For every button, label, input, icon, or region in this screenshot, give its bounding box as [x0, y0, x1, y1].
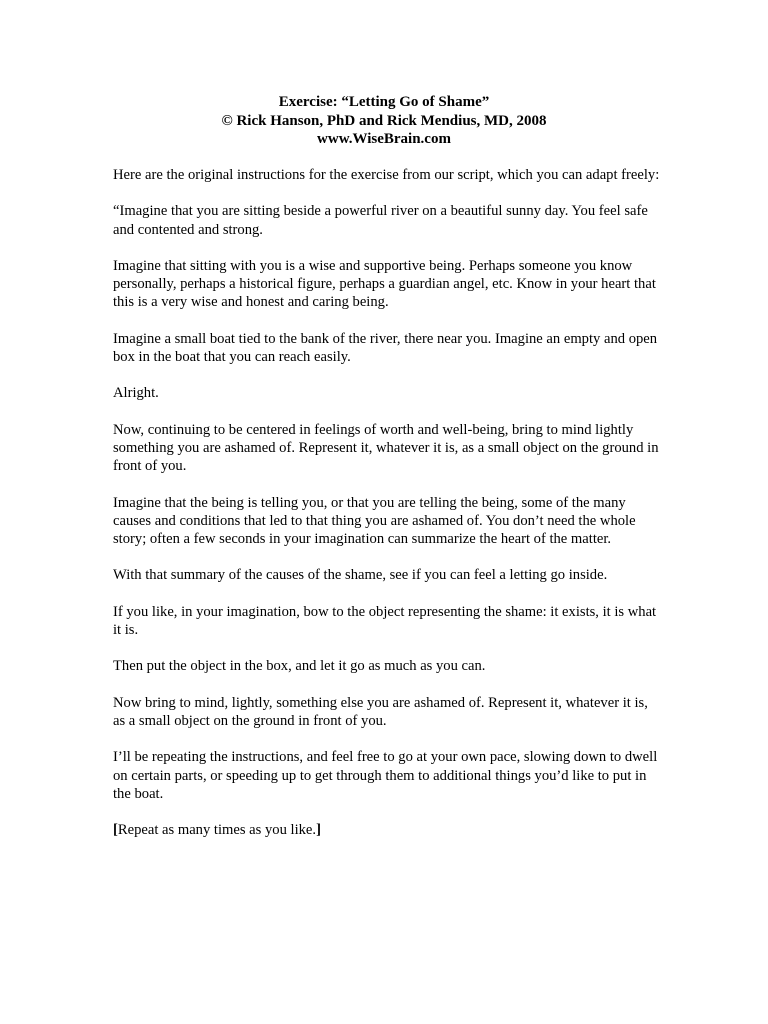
paragraph-river: “Imagine that you are sitting beside a powerful river on a beautiful sunny day. You feel safe and contented and strong. [113, 203, 648, 238]
paragraph-intro: Here are the original instructions for the exercise from our script, which you can adapt freely: [113, 167, 660, 183]
document-header [0, 93, 768, 149]
paragraph-alright: Alright. [113, 385, 159, 402]
paragraph-letting-go: With that summary of the causes of the shame, see if you can feel a letting go inside. [113, 567, 608, 584]
document-body [113, 166, 661, 858]
paragraph-closing [113, 821, 661, 839]
copyright-line: © Rick Hanson, PhD and Rick Mendius, MD, 2008 [221, 112, 547, 129]
paragraph-repeating: I’ll be repeating the instructions, and feel free to go at your own pace, slowing down to dwell on certain parts, or speeding up to get through them to additional things you’d like to put in the boat. [113, 749, 658, 802]
paragraph-bring-to-mind: Now, continuing to be centered in feelings of worth and well-being, bring to mind lightly something you are ashamed of. Represent it, whatever it is, as a small object on the ground in front of you. [113, 421, 659, 475]
exercise-title: Exercise: “Letting Go of Shame” [278, 94, 490, 110]
paragraph-boat: Imagine a small boat tied to the bank of the river, there near you. Imagine an empty and open box in the boat that you can reach easily. [113, 330, 658, 365]
website-link[interactable]: www.WiseBrain.com [317, 131, 451, 147]
open-bracket: [ [113, 822, 118, 839]
close-bracket: ] [316, 822, 321, 839]
paragraph-wise-being: Imagine that sitting with you is a wise and supportive being. Perhaps someone you know personally, perhaps a historical figure, perhaps a guardian angel, etc. Know in your heart that this is a very wise and honest and caring being. [113, 257, 656, 311]
paragraph-something-else: Now bring to mind, lightly, something else you are ashamed of. Represent it, whatever it is, as a small object on the ground in front of you. [113, 694, 648, 729]
paragraph-causes: Imagine that the being is telling you, or that you are telling the being, some of the many causes and conditions that led to that thing you are ashamed of. You don’t need the whole story; often a few seconds in your imagination can summarize the heart of the matter. [113, 494, 636, 547]
paragraph-bow: If you like, in your imagination, bow to the object representing the shame: it exists, it is what it is. [113, 603, 657, 638]
closing-text: Repeat as many times as you like. [117, 822, 317, 839]
paragraph-box: Then put the object in the box, and let it go as much as you can. [113, 658, 486, 675]
